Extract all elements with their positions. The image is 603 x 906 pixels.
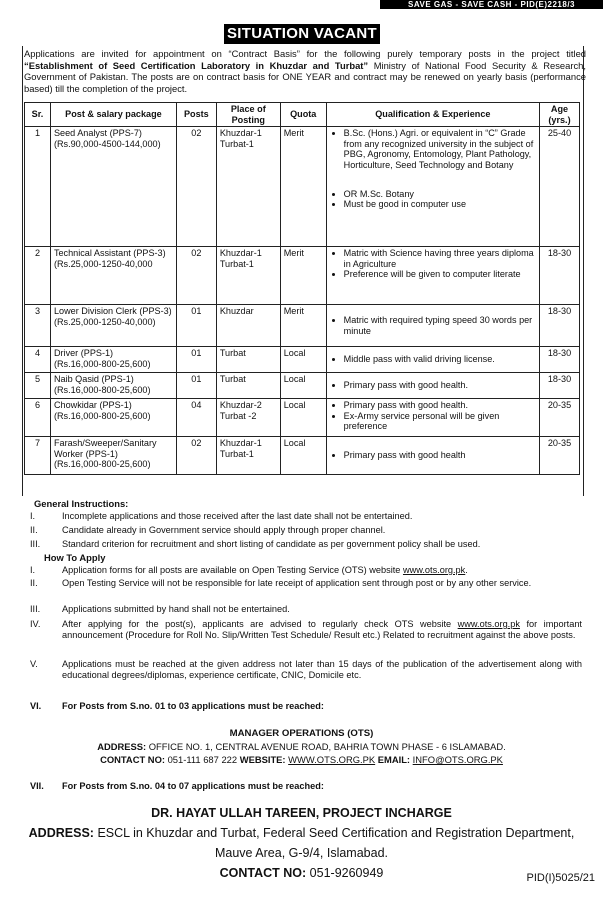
item-text: For Posts from S.no. 01 to 03 applications must be reached: bbox=[62, 701, 324, 711]
quota-cell: Local bbox=[280, 437, 326, 475]
footer-contact-number: 051-9260949 bbox=[309, 866, 384, 880]
qualification-item: • OR M.Sc. Botany bbox=[344, 189, 536, 200]
item-text-end: . bbox=[465, 565, 468, 575]
age-cell: 20-35 bbox=[540, 399, 580, 437]
item-text: Incomplete applications and those received after the last date shall not be entertained. bbox=[62, 511, 413, 521]
age-cell: 20-35 bbox=[540, 437, 580, 475]
item-text: Open Testing Service will not be responsible for late receipt of application sent through post or by any other service. bbox=[62, 578, 532, 588]
item-number: II. bbox=[30, 578, 38, 588]
item-text: Applications submitted by hand shall not be entertained. bbox=[62, 604, 290, 614]
ots-email-label: EMAIL: bbox=[377, 754, 411, 765]
post-pay: (Rs.16,000-800-25,600) bbox=[53, 358, 151, 369]
table-header-row bbox=[25, 103, 580, 127]
post-name: Lower Division Clerk (PPS-3) bbox=[53, 306, 172, 317]
quota-cell: Local bbox=[280, 347, 326, 373]
qualification-item: • Must be good in computer use bbox=[344, 199, 536, 210]
table-row bbox=[25, 247, 580, 305]
age-cell: 25-40 bbox=[540, 127, 580, 247]
project-title: “Establishment of Seed Certification Laboratory in Khuzdar and Turbat” bbox=[24, 59, 369, 71]
post-cell bbox=[50, 305, 176, 347]
sr-cell: 4 bbox=[25, 347, 51, 373]
col-place: Place of Posting bbox=[216, 103, 280, 127]
age-cell: 18-30 bbox=[540, 305, 580, 347]
col-qualification: Qualification & Experience bbox=[326, 103, 539, 127]
sr-cell: 6 bbox=[25, 399, 51, 437]
place-line: Khuzdar-2 Turbat -2 bbox=[219, 400, 262, 421]
qualification-cell bbox=[326, 437, 539, 475]
post-pay: (Rs.25,000-1250-40,000 bbox=[53, 258, 153, 269]
table-row bbox=[25, 305, 580, 347]
sr-cell: 1 bbox=[25, 127, 51, 247]
ots-website-link[interactable]: WWW.OTS.ORG.PK bbox=[288, 754, 376, 765]
col-quota: Quota bbox=[280, 103, 326, 127]
place-cell bbox=[216, 437, 280, 475]
qualification-item: • B.Sc. (Hons.) Agri. or equivalent in “C” Grade from any recognized university in the subject of PBG, Agronomy, Entomology, Plant Pathology, Horticulture, Seed Technology and Botany bbox=[344, 128, 536, 170]
place-line: Khuzdar bbox=[219, 306, 254, 317]
place-line: Khuzdar-1 Turbat-1 bbox=[219, 128, 262, 149]
qualification-item: • Primary pass with good health. bbox=[344, 380, 536, 391]
qualification-item: • Middle pass with valid driving license. bbox=[344, 354, 536, 365]
post-name: Naib Qasid (PPS-1) bbox=[53, 374, 134, 385]
qualification-cell bbox=[326, 399, 539, 437]
place-cell bbox=[216, 347, 280, 373]
ots-title: MANAGER OPERATIONS (OTS) bbox=[229, 728, 374, 739]
posts-cell: 04 bbox=[176, 399, 216, 437]
posts-cell: 01 bbox=[176, 347, 216, 373]
item-number: III. bbox=[30, 539, 41, 549]
post-cell bbox=[50, 373, 176, 399]
item-number: I. bbox=[30, 511, 36, 521]
item-text: Application forms for all posts are available on Open Testing Service (OTS) website bbox=[62, 565, 401, 575]
general-instructions-heading: General Instructions: bbox=[34, 498, 129, 509]
qualification-item: • Matric with required typing speed 30 words per minute bbox=[344, 315, 536, 336]
post-name: Seed Analyst (PPS-7) bbox=[53, 128, 142, 139]
sr-cell: 3 bbox=[25, 305, 51, 347]
qualification-cell bbox=[326, 373, 539, 399]
item-text: Standard criterion for recruitment and short listing of candidate as per government policy shall be used. bbox=[62, 539, 481, 549]
posts-cell: 01 bbox=[176, 305, 216, 347]
place-cell bbox=[216, 247, 280, 305]
post-pay: (Rs.16,000-800-25,600) bbox=[53, 384, 151, 395]
quota-cell: Merit bbox=[280, 247, 326, 305]
post-cell bbox=[50, 247, 176, 305]
intro-text-1: Applications are invited for appointment on “Contract Basis” for the following purely temporary posts in the project titled bbox=[24, 48, 586, 59]
quota-cell: Local bbox=[280, 373, 326, 399]
intro-paragraph bbox=[24, 48, 586, 94]
posts-cell: 02 bbox=[176, 127, 216, 247]
posts-cell: 02 bbox=[176, 247, 216, 305]
ots-email-link[interactable]: INFO@OTS.ORG.PK bbox=[412, 754, 503, 765]
vacancies-table bbox=[24, 102, 580, 475]
table-row bbox=[25, 399, 580, 437]
qualification-item: • Ex-Army service personal will be given preference bbox=[344, 411, 536, 432]
qualification-cell bbox=[326, 247, 539, 305]
quota-cell: Merit bbox=[280, 305, 326, 347]
place-line: Turbat bbox=[219, 348, 246, 359]
post-cell bbox=[50, 127, 176, 247]
place-cell bbox=[216, 373, 280, 399]
post-name: Farash/Sweeper/Sanitary Worker (PPS-1) bbox=[53, 438, 157, 459]
ots-contact-label: CONTACT NO: bbox=[100, 754, 165, 765]
col-age: Age (yrs.) bbox=[540, 103, 580, 127]
qualification-cell bbox=[326, 127, 539, 247]
post-name: Technical Assistant (PPS-3) bbox=[53, 248, 166, 259]
top-strip: SAVE GAS - SAVE CASH - PID(E)2218/3 bbox=[380, 0, 603, 9]
col-post: Post & salary package bbox=[50, 103, 176, 127]
qualification-item: • Matric with Science having three years diploma in Agriculture bbox=[344, 248, 536, 269]
item-text: For Posts from S.no. 04 to 07 applications must be reached: bbox=[62, 781, 324, 791]
item-text: After applying for the post(s), applicants are advised to regularly check OTS website bbox=[62, 619, 452, 629]
item-number: VII. bbox=[30, 781, 44, 791]
post-name: Chowkidar (PPS-1) bbox=[53, 400, 132, 411]
qualification-item: • Primary pass with good health. bbox=[344, 400, 536, 411]
publication-id: PID(I)5025/21 bbox=[526, 872, 595, 884]
item-number: III. bbox=[30, 604, 41, 614]
ots-website-link[interactable]: www.ots.org.pk bbox=[402, 565, 466, 575]
item-number: II. bbox=[30, 525, 38, 535]
table-row bbox=[25, 437, 580, 475]
sr-cell: 5 bbox=[25, 373, 51, 399]
item-number: VI. bbox=[30, 701, 42, 711]
post-cell bbox=[50, 347, 176, 373]
place-cell bbox=[216, 127, 280, 247]
ots-website-link[interactable]: www.ots.org.pk bbox=[457, 619, 520, 629]
footer-address-label: ADDRESS: bbox=[28, 826, 94, 840]
quota-cell: Local bbox=[280, 399, 326, 437]
qualification-cell bbox=[326, 305, 539, 347]
page-title: SITUATION VACANT bbox=[224, 24, 380, 44]
age-cell: 18-30 bbox=[540, 347, 580, 373]
post-name: Driver (PPS-1) bbox=[53, 348, 114, 359]
post-cell bbox=[50, 399, 176, 437]
age-cell: 18-30 bbox=[540, 373, 580, 399]
ots-address-text: OFFICE NO. 1, CENTRAL AVENUE ROAD, BAHRIA TOWN PHASE - 6 ISLAMABAD. bbox=[148, 741, 506, 752]
sr-cell: 7 bbox=[25, 437, 51, 475]
post-pay: (Rs.25,000-1250-40,000) bbox=[53, 316, 156, 327]
table-row bbox=[25, 347, 580, 373]
footer-contact bbox=[0, 866, 603, 880]
col-sr: Sr. bbox=[25, 103, 51, 127]
post-pay: (Rs.90,000-4500-144,000) bbox=[53, 138, 161, 149]
place-line: Khuzdar-1 Turbat-1 bbox=[219, 248, 262, 269]
place-line: Turbat bbox=[219, 374, 246, 385]
footer-address-text: ESCL in Khuzdar and Turbat, Federal Seed Certification and Registration Department, bbox=[97, 826, 575, 840]
item-number: I. bbox=[30, 565, 36, 575]
footer-contact-label: CONTACT NO: bbox=[219, 866, 307, 880]
item-text: Applications must be reached at the given address not later than 15 days of the publication of the advertisement along with educational degrees/diplomas, experience certificate, CNIC, Domicile etc. bbox=[62, 659, 582, 680]
footer-address-2: Mauve Area, G-9/4, Islamabad. bbox=[214, 846, 388, 860]
place-cell bbox=[216, 399, 280, 437]
ots-address bbox=[0, 741, 603, 752]
age-cell: 18-30 bbox=[540, 247, 580, 305]
ots-website-label: WEBSITE: bbox=[239, 754, 286, 765]
ots-address-label: ADDRESS: bbox=[97, 741, 147, 752]
project-incharge-name: DR. HAYAT ULLAH TAREEN, PROJECT INCHARGE bbox=[151, 806, 452, 820]
item-text: Candidate already in Government service should apply through proper channel. bbox=[62, 525, 386, 535]
posts-cell: 01 bbox=[176, 373, 216, 399]
quota-cell: Merit bbox=[280, 127, 326, 247]
qualification-cell bbox=[326, 347, 539, 373]
ots-contact bbox=[0, 754, 603, 765]
qualification-item: • Primary pass with good health bbox=[344, 450, 536, 461]
posts-cell: 02 bbox=[176, 437, 216, 475]
col-posts: Posts bbox=[176, 103, 216, 127]
ots-contact-number: 051-111 687 222 bbox=[167, 754, 238, 765]
post-pay: (Rs.16,000-800-25,600) bbox=[53, 410, 151, 421]
table-row bbox=[25, 127, 580, 247]
post-pay: (Rs.16,000-800-25,600) bbox=[53, 459, 151, 470]
place-line: Khuzdar-1 Turbat-1 bbox=[219, 438, 262, 459]
place-cell bbox=[216, 305, 280, 347]
item-text-2: for important announcement (Procedure for Roll No. Slip/Written Test Schedule/ Result etc.) Related to recruitment against the above posts. bbox=[62, 619, 582, 640]
item-number: IV. bbox=[30, 619, 41, 629]
table-row bbox=[25, 373, 580, 399]
item-number: V. bbox=[30, 659, 38, 669]
post-cell bbox=[50, 437, 176, 475]
sr-cell: 2 bbox=[25, 247, 51, 305]
footer-address bbox=[0, 826, 603, 840]
qualification-item: • Preference will be given to computer literate bbox=[344, 269, 536, 280]
how-to-apply-heading: How To Apply bbox=[44, 552, 106, 563]
intro-text-2: Ministry of National Food Security & Research, Government of Pakistan. The posts are on contract basis for ONE YEAR and contract may be renewed on yearly basis (performance based) till the completion of the project. bbox=[24, 59, 586, 94]
